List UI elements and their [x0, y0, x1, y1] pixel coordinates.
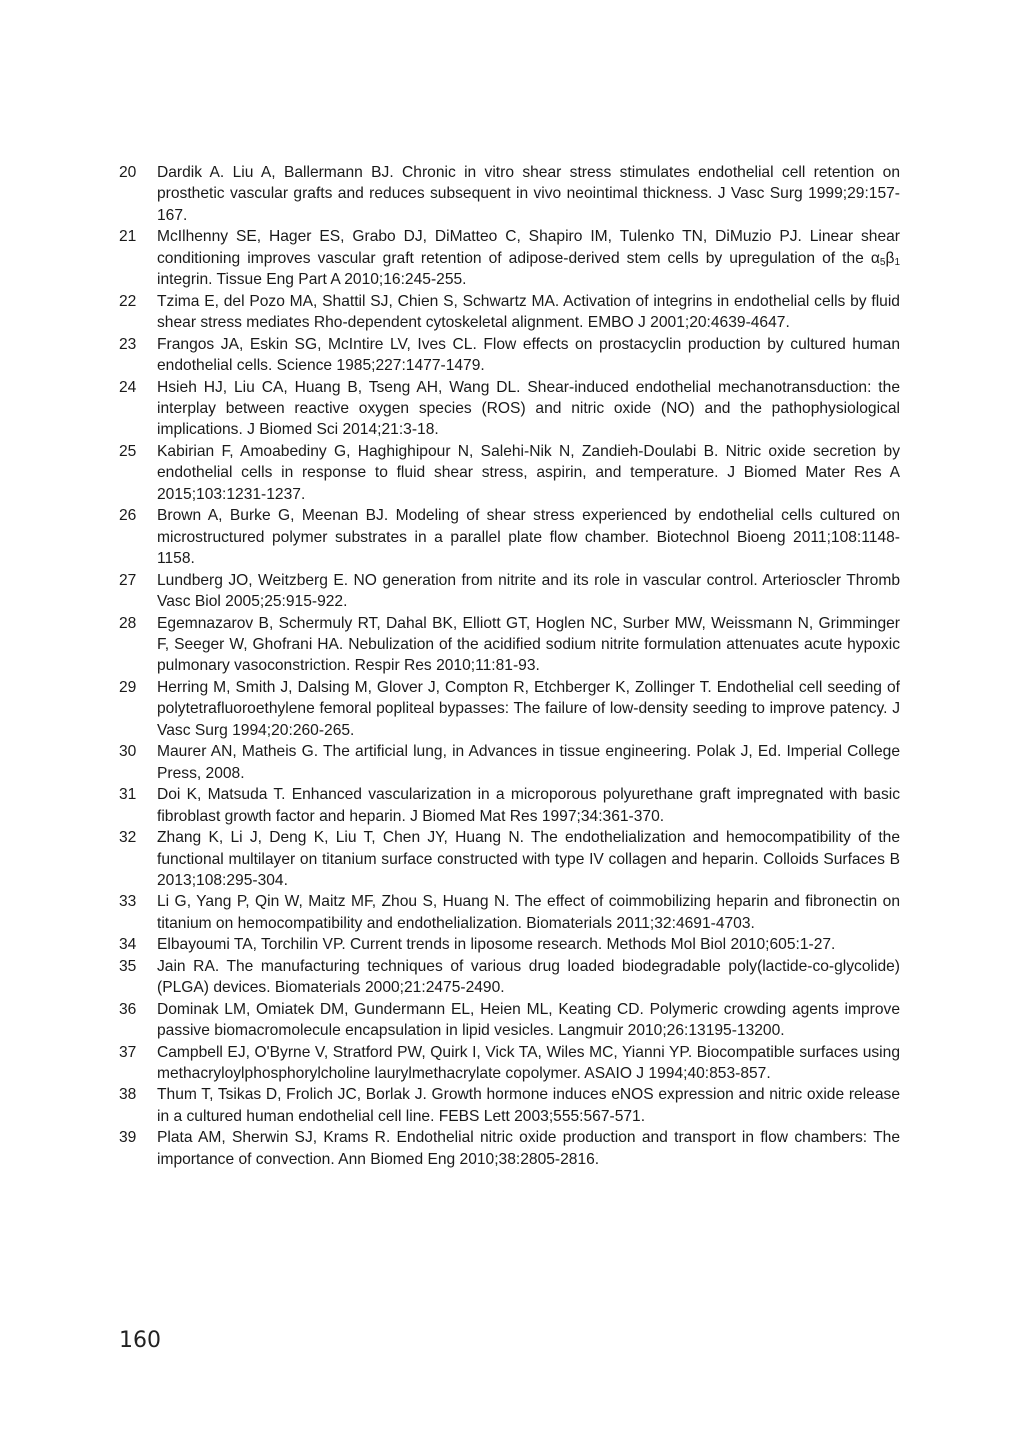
reference-item	[119, 226, 900, 290]
reference-number: 28	[119, 614, 137, 632]
reference-text	[157, 226, 900, 290]
reference-text: Li G, Yang P, Qin W, Maitz MF, Zhou S, Huang N. The effect of coimmobilizing heparin and fibronectin on titanium on hemocompatibility and endothelialization. Biomaterials 2011;32:4691-4703.	[157, 893, 900, 932]
reference-text-part: integrin. Tissue Eng Part A 2010;16:245-255.	[157, 271, 467, 289]
reference-item	[119, 1127, 900, 1170]
reference-text: Zhang K, Li J, Deng K, Liu T, Chen JY, Huang N. The endothelialization and hemocompatibility of the functional multilayer on titanium surface constructed with type IV collagen and heparin. Colloids Surfaces B 2013;108:295-304.	[157, 829, 900, 889]
reference-item	[119, 377, 900, 441]
reference-item	[119, 1042, 900, 1085]
reference-number: 37	[119, 1043, 137, 1061]
reference-number: 22	[119, 292, 137, 310]
reference-text: Dominak LM, Omiatek DM, Gundermann EL, Heien ML, Keating CD. Polymeric crowding agents improve passive biomacromolecule encapsulation in lipid vesicles. Langmuir 2010;26:13195-13200.	[157, 1000, 900, 1040]
reference-item	[119, 613, 900, 677]
reference-number: 21	[119, 228, 137, 246]
subscript: 5	[879, 256, 886, 268]
reference-text-part: β	[885, 249, 895, 267]
reference-number: 34	[119, 936, 137, 954]
reference-number: 24	[119, 378, 137, 396]
reference-number: 38	[119, 1086, 137, 1104]
reference-number: 32	[119, 829, 137, 847]
reference-text: Lundberg JO, Weitzberg E. NO generation from nitrite and its role in vascular control. Arterioscler Thromb Vasc Biol 2005;25:915-922.	[157, 571, 900, 611]
reference-number: 23	[119, 335, 137, 353]
reference-number: 20	[119, 164, 137, 181]
reference-text-part: McIlhenny SE, Hager ES, Grabo DJ, DiMatteo C, Shapiro IM, Tulenko TN, DiMuzio PJ. Linear shear conditioning improves vascular graft retention of adipose-derived stem cells by upregulation of the α	[157, 228, 900, 267]
reference-item	[119, 505, 900, 569]
reference-list	[119, 162, 900, 1170]
reference-text: Elbayoumi TA, Torchilin VP. Current trends in liposome research. Methods Mol Biol 2010;605:1-27.	[157, 936, 836, 954]
reference-item	[119, 441, 900, 505]
reference-item	[119, 741, 900, 784]
reference-item	[119, 934, 900, 955]
reference-text: Campbell EJ, O'Byrne V, Stratford PW, Quirk I, Vick TA, Wiles MC, Yianni YP. Biocompatible surfaces using methacryloylphosphorylcholine laurylmethacrylate copolymer. ASAIO J 1994;40:853-857.	[157, 1043, 900, 1083]
reference-number: 25	[119, 442, 137, 460]
reference-text: Kabirian F, Amoabediny G, Haghighipour N, Salehi-Nik N, Zandieh-Doulabi B. Nitric oxide secretion by endothelial cells in response to fluid shear stress, aspirin, and temperature. J Biomed Mater Res A 2015;103:1231-1237.	[157, 442, 900, 503]
reference-text: Jain RA. The manufacturing techniques of various drug loaded biodegradable poly(lactide-co-glycolide) (PLGA) devices. Biomaterials 2000;21:2475-2490.	[157, 957, 900, 997]
reference-number: 30	[119, 743, 137, 761]
reference-item	[119, 956, 900, 999]
reference-item	[119, 677, 900, 741]
reference-text: Hsieh HJ, Liu CA, Huang B, Tseng AH, Wang DL. Shear-induced endothelial mechanotransduction: the interplay between reactive oxygen species (ROS) and nitric oxide (NO) and the pathophysiological implications. J Biomed Sci 2014;21:3-18.	[157, 378, 900, 439]
reference-text: Thum T, Tsikas D, Frolich JC, Borlak J. Growth hormone induces eNOS expression and nitric oxide release in a cultured human endothelial cell line. FEBS Lett 2003;555:567-571.	[157, 1086, 900, 1125]
reference-item	[119, 162, 900, 226]
reference-number: 33	[119, 893, 137, 911]
reference-text: Egemnazarov B, Schermuly RT, Dahal BK, Elliott GT, Hoglen NC, Surber MW, Weissmann N, Grimminger F, Seeger W, Ghofrani HA. Nebulization of the acidified sodium nitrite formulation attenuates acute hypoxic pulmonary vasoconstriction. Respir Res 2010;11:81-93.	[157, 614, 900, 675]
reference-item	[119, 827, 900, 891]
reference-item	[119, 1084, 900, 1127]
reference-item	[119, 291, 900, 334]
reference-number: 27	[119, 571, 137, 589]
reference-number: 39	[119, 1129, 137, 1147]
reference-item	[119, 334, 900, 377]
reference-text: Herring M, Smith J, Dalsing M, Glover J, Compton R, Etchberger K, Zollinger T. Endothelial cell seeding of polytetrafluoroethylene femoral popliteal bypasses: The failure of low-density seeding to improve patency. J Vasc Surg 1994;20:260-265.	[157, 678, 900, 739]
reference-number: 26	[119, 507, 137, 525]
reference-number: 36	[119, 1000, 137, 1018]
reference-item	[119, 570, 900, 613]
reference-number: 35	[119, 957, 137, 975]
reference-text: Plata AM, Sherwin SJ, Krams R. Endothelial nitric oxide production and transport in flow chambers: The importance of convection. Ann Biomed Eng 2010;38:2805-2816.	[157, 1129, 900, 1168]
page-number: 160	[119, 1328, 161, 1353]
reference-text: Frangos JA, Eskin SG, McIntire LV, Ives CL. Flow effects on prostacyclin production by cultured human endothelial cells. Science 1985;227:1477-1479.	[157, 335, 900, 375]
reference-text: Brown A, Burke G, Meenan BJ. Modeling of shear stress experienced by endothelial cells cultured on microstructured polymer substrates in a parallel plate flow chamber. Biotechnol Bioeng 2011;108:1148-1158.	[157, 507, 900, 568]
subscript: 1	[894, 256, 900, 268]
reference-text: Dardik A. Liu A, Ballermann BJ. Chronic in vitro shear stress stimulates endothelial cell retention on prosthetic vascular grafts and reduces subsequent in vivo neointimal thickness. J Vasc Surg 1999;29:157-167.	[157, 164, 900, 224]
reference-number: 31	[119, 786, 137, 804]
reference-text: Tzima E, del Pozo MA, Shattil SJ, Chien S, Schwartz MA. Activation of integrins in endothelial cells by fluid shear stress mediates Rho-dependent cytoskeletal alignment. EMBO J 2001;20:4639-4647.	[157, 292, 900, 332]
reference-item	[119, 999, 900, 1042]
reference-number: 29	[119, 678, 137, 696]
reference-text: Maurer AN, Matheis G. The artificial lung, in Advances in tissue engineering. Polak J, Ed. Imperial College Press, 2008.	[157, 743, 900, 782]
reference-item	[119, 784, 900, 827]
reference-text: Doi K, Matsuda T. Enhanced vascularization in a microporous polyurethane graft impregnated with basic fibroblast growth factor and heparin. J Biomed Mat Res 1997;34:361-370.	[157, 786, 900, 825]
reference-item	[119, 891, 900, 934]
